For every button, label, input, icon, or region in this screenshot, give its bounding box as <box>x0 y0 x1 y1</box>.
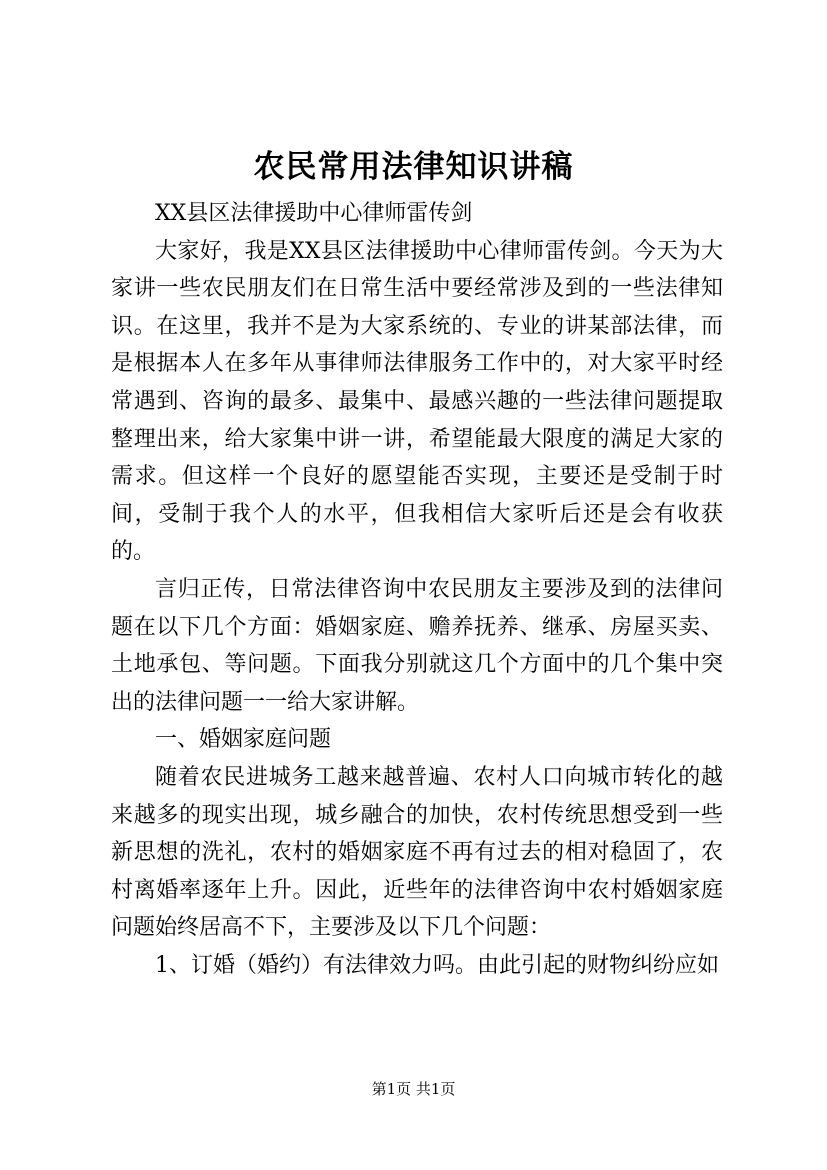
paragraph: 1、订婚（婚约）有法律效力吗。由此引起的财物纠纷应如 <box>155 952 719 978</box>
paragraph: 大家好，我是XX县区法律援助中心律师雷传剑。今天为大家讲一些农民朋友们在日常生活中要经常涉及到的一些法律知识。在这里，我并不是为大家系统的、专业的讲某部法律，而是根据本人在多年从事律师法律服务工作中的，对大家平时经常遇到、咨询的最多、最集中、最感兴趣的一些法律问题提取整理出来，给大家集中讲一讲，希望能最大限度的满足大家的需求。但这样一个良好的愿望能否实现，主要还是受制于时间，受制于我个人的水平，但我相信大家听后还是会有收获的。 <box>111 238 723 565</box>
author-line: XX县区法律援助中心律师雷传剑 <box>155 201 473 226</box>
paragraph: 随着农民进城务工越来越普遍、农村人口向城市转化的越来越多的现实出现，城乡融合的加快，农村传统思想受到一些新思想的洗礼，农村的婚姻家庭不再有过去的相对稳固了，农村离婚率逐年上升。因此，近些年的法律咨询中农村婚姻家庭问题始终居高不下，主要涉及以下几个问题： <box>111 764 723 941</box>
page-footer: 第1页 共1页 <box>371 1080 456 1098</box>
section-heading: 一、婚姻家庭问题 <box>155 727 332 753</box>
document-body <box>111 195 723 984</box>
document-title: 农民常用法律知识讲稿 <box>253 149 574 185</box>
paragraph: 言归正传，日常法律咨询中农民朋友主要涉及到的法律问题在以下几个方面：婚姻家庭、赡养抚养、继承、房屋买卖、土地承包、等问题。下面我分别就这几个方面中的几个集中突出的法律问题一一给大家讲解。 <box>111 576 723 715</box>
